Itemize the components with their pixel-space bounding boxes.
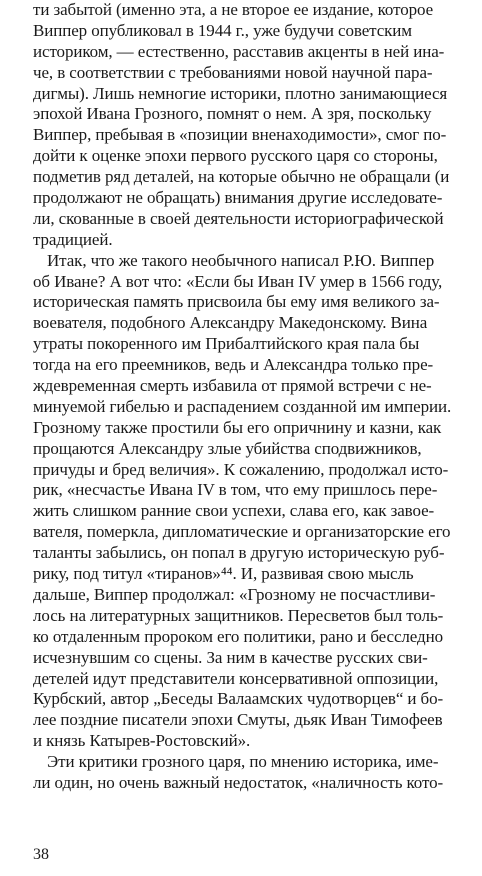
text-line: жить слишком ранние свои успехи, слава его, как завое-: [33, 501, 435, 521]
text-line: тогда на его преемников, ведь и Александра только пре-: [33, 355, 434, 375]
text-line: Грозному также простили бы его опричнину и казни, как: [33, 417, 442, 437]
text-line: дойти к оценке эпохи первого русского царя со стороны,: [33, 146, 438, 166]
text-line: рику, под титул «тиранов»⁴⁴. И, развивая свою мысль: [33, 564, 414, 584]
body-text: [33, 0, 463, 794]
text-line: дальше, Виппер продолжал: «Грозному не посчастливи-: [33, 584, 436, 604]
page-number: 38: [33, 846, 49, 863]
text-line: и князь Катырев-Ростовский».: [33, 731, 251, 751]
text-line: че, в соответствии с требованиями новой научной пара-: [33, 62, 433, 82]
text-line: продолжают не обращать) внимания другие исследовате-: [33, 188, 443, 208]
text-line: вателя, померкла, дипломатические и организаторские его: [33, 522, 451, 542]
paragraph-first-line: Эти критики грозного царя, по мнению историка, име-: [47, 752, 439, 772]
text-line: ждевременная смерть избавила от прямой встречи с не-: [33, 376, 432, 396]
text-line: эпохой Ивана Грозного, помнят о нем. А зря, поскольку: [33, 104, 432, 124]
paragraph-first-line: Итак, что же такого необычного написал Р.Ю. Виппер: [47, 250, 435, 270]
text-line: дигмы). Лишь немногие историки, плотно занимающиеся: [33, 83, 448, 103]
text-line: об Иване? А вот что: «Если бы Иван IV умер в 1566 году,: [33, 271, 443, 291]
text-line: историком, — естественно, расставив акценты в ней ина-: [33, 41, 445, 61]
text-line: причуды и бред величия». К сожалению, продолжал исто-: [33, 459, 449, 479]
text-line: традицией.: [33, 229, 113, 249]
text-line: лее поздние писатели эпохи Смуты, дьяк Иван Тимофеев: [33, 710, 443, 730]
text-line: утраты покоренного им Прибалтийского края пала бы: [33, 334, 420, 354]
text-line: ти забытой (именно эта, а не второе ее издание, которое: [33, 0, 434, 19]
text-line: воевателя, подобного Александру Македонскому. Вина: [33, 313, 428, 333]
text-line: подметив ряд деталей, на которые обычно не обращали (и: [33, 167, 450, 187]
text-line: Курбский, автор „Беседы Валаамских чудотворцев“ и бо-: [33, 689, 444, 709]
text-line: Виппер, пребывая в «позиции вненаходимости», смог по-: [33, 125, 447, 145]
text-line: ко отдаленным пророком его политики, рано и бесследно: [33, 626, 443, 646]
text-line: Виппер опубликовал в 1944 г., уже будучи советским: [33, 20, 412, 40]
text-line: рик, «несчастье Ивана IV в том, что ему пришлось пере-: [33, 480, 438, 500]
text-line: таланты забылись, он попал в другую историческую руб-: [33, 543, 445, 563]
text-line: исчезнувшим со сцены. За ним в качестве русских сви-: [33, 647, 428, 667]
text-line: прощаются Александру злые убийства сподвижников,: [33, 438, 422, 458]
text-line: историческая память присвоила бы ему имя великого за-: [33, 292, 440, 312]
text-line: минуемой гибелью и распадением созданной им империи.: [33, 396, 452, 416]
text-line: ли один, но очень важный недостаток, «наличность кото-: [33, 772, 444, 792]
text-line: ли, скованные в своей деятельности историографической: [33, 208, 444, 228]
text-line: детелей идут представители консервативной оппозиции,: [33, 668, 439, 688]
text-line: лось на литературных защитников. Пересветов был толь-: [33, 605, 444, 625]
